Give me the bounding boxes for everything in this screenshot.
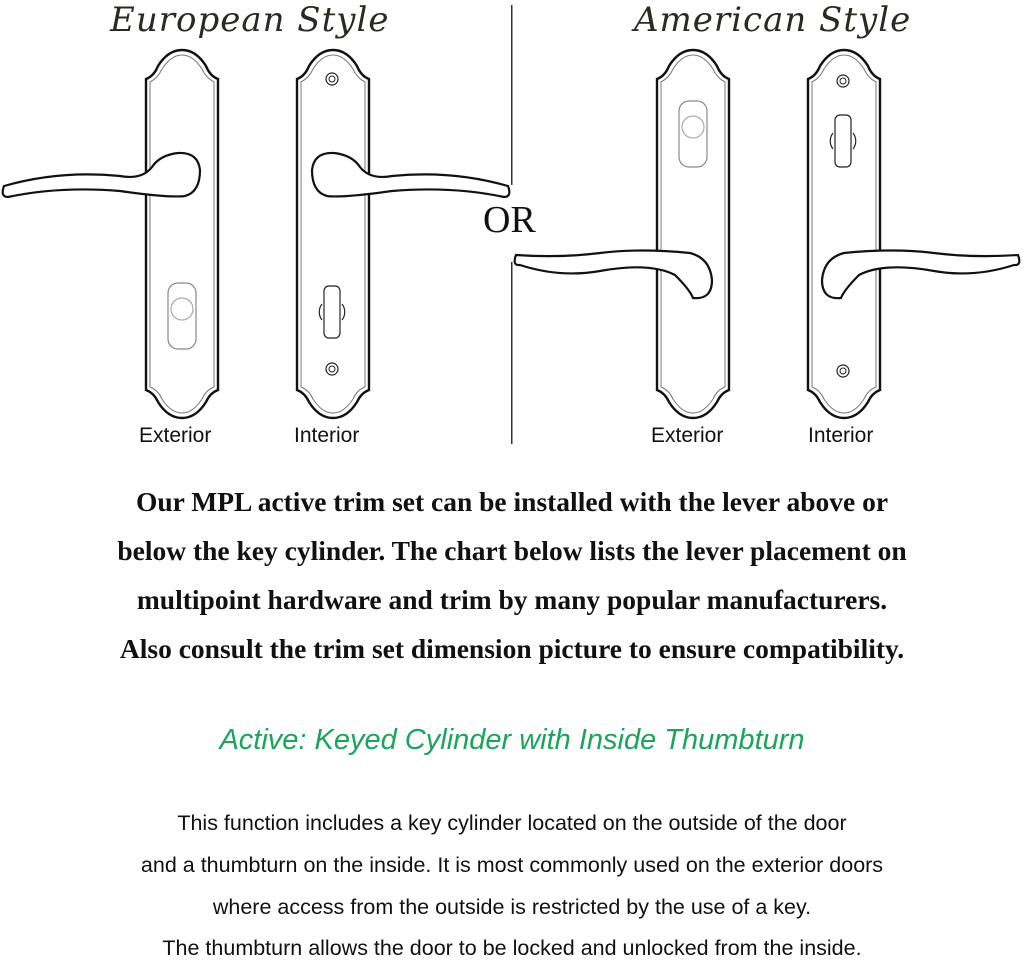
headline-line: Our MPL active trim set can be installed with the lever above or <box>135 486 889 517</box>
divider-bottom <box>511 262 513 444</box>
european-exterior-plate <box>146 50 218 418</box>
description-line: This function includes a key cylinder located on the outside of the door <box>177 811 847 835</box>
function-title: Active: Keyed Cylinder with Inside Thumbturn <box>219 724 805 756</box>
headline-line: multipoint hardware and trim by many popular manufacturers. <box>136 584 888 615</box>
american-interior-plate <box>808 50 880 418</box>
american-style-title: American Style <box>634 0 912 40</box>
american-exterior-caption: Exterior <box>651 424 724 447</box>
description-line: where access from the outside is restricted by the use of a key. <box>212 895 812 919</box>
or-label: OR <box>483 199 536 241</box>
european-style-title: European Style <box>110 0 390 40</box>
description-line: and a thumbturn on the inside. It is most commonly used on the exterior doors <box>140 853 884 877</box>
lever-icon <box>3 153 200 197</box>
lever-icon <box>312 153 509 197</box>
american-interior-caption: Interior <box>808 424 874 447</box>
european-exterior-caption: Exterior <box>139 424 212 447</box>
headline-line: below the key cylinder. The chart below lists the lever placement on <box>117 535 907 566</box>
european-interior-caption: Interior <box>294 424 360 447</box>
divider-top <box>511 5 513 185</box>
description-line: The thumbturn allows the door to be locked and unlocked from the inside. <box>162 936 862 960</box>
american-exterior-plate <box>657 50 729 418</box>
headline-line: Also consult the trim set dimension picture to ensure compatibility. <box>119 633 905 664</box>
